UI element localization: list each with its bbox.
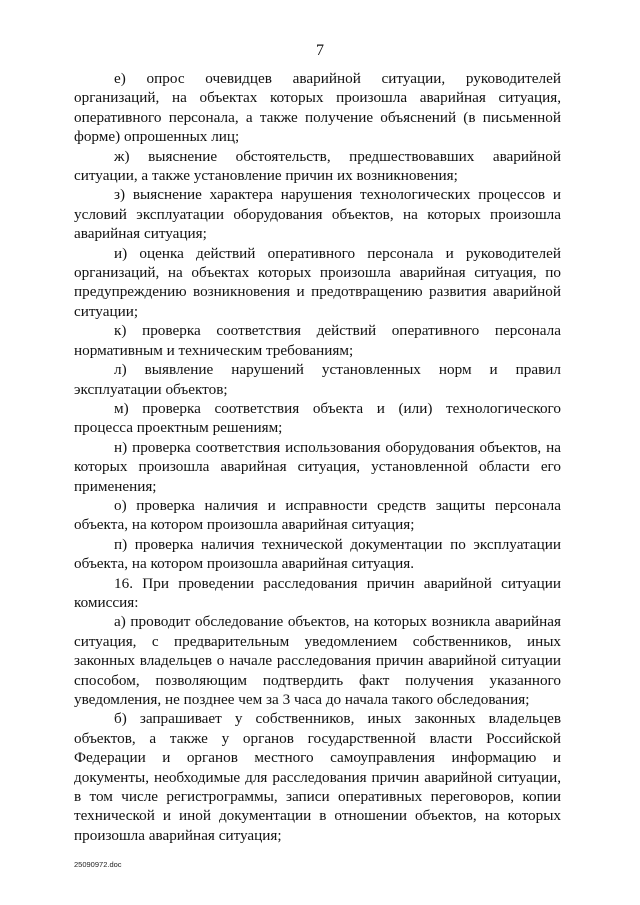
paragraph-16-b: б) запрашивает у собственников, иных законных владельцев объектов, а также у органов государственной власти Российской Федерации и органов местного самоуправления информацию и документы, необходимые для расследования причин аварийной ситуации, в том числе регистрограммы, записи оперативных переговоров, копии технической и иной документации в отношении объектов, на которых произошла аварийная ситуация;: [74, 710, 561, 844]
paragraph-16: 16. При проведении расследования причин аварийной ситуации комиссия:: [74, 574, 561, 611]
paragraph-e: е) опрос очевидцев аварийной ситуации, руководителей организаций, на объектах которых произошла аварийная ситуация, оперативного персонала, а также получение объяснений (в письменной форме) опрошенных лиц;: [74, 70, 561, 146]
paragraph-zh: ж) выяснение обстоятельств, предшествовавших аварийной ситуации, а также установление причин их возникновения;: [74, 147, 561, 185]
page-number: 7: [316, 42, 324, 59]
paragraph-n: н) проверка соответствия использования оборудования объектов, на которых произошла аварийная ситуация, установленной области его применения;: [74, 438, 561, 495]
paragraph-k: к) проверка соответствия действий оперативного персонала нормативным и техническим требованиям;: [74, 322, 561, 359]
paragraph-p: п) проверка наличия технической документации по эксплуатации объекта, на котором произошла аварийная ситуация.: [74, 535, 561, 573]
paragraph-16-a: а) проводит обследование объектов, на которых возникла аварийная ситуация, с предварительным уведомлением собственников, иных законных владельцев о начале расследования причин аварийной ситуации способом, позволяющим подтвердить факт получения указанного уведомления, не позднее чем за 3 часа до начала такого обследования;: [74, 613, 561, 708]
document-body: [74, 69, 561, 845]
paragraph-o: о) проверка наличия и исправности средств защиты персонала объекта, на котором произошла аварийная ситуация;: [74, 496, 561, 534]
paragraph-z: з) выяснение характера нарушения технологических процессов и условий эксплуатации оборудования объектов, на которых произошла аварийная ситуация;: [74, 186, 561, 243]
paragraph-l: л) выявление нарушений установленных норм и правил эксплуатации объектов;: [74, 361, 561, 398]
paragraph-i: и) оценка действий оперативного персонала и руководителей организаций, на объектах которых произошла аварийная ситуация, по предупреждению возникновения и предотвращению развития аварийной ситуации;: [74, 244, 561, 320]
paragraph-m: м) проверка соответствия объекта и (или) технологического процесса проектным решениям;: [74, 399, 561, 437]
document-filename: 25090972.doc: [74, 860, 122, 869]
